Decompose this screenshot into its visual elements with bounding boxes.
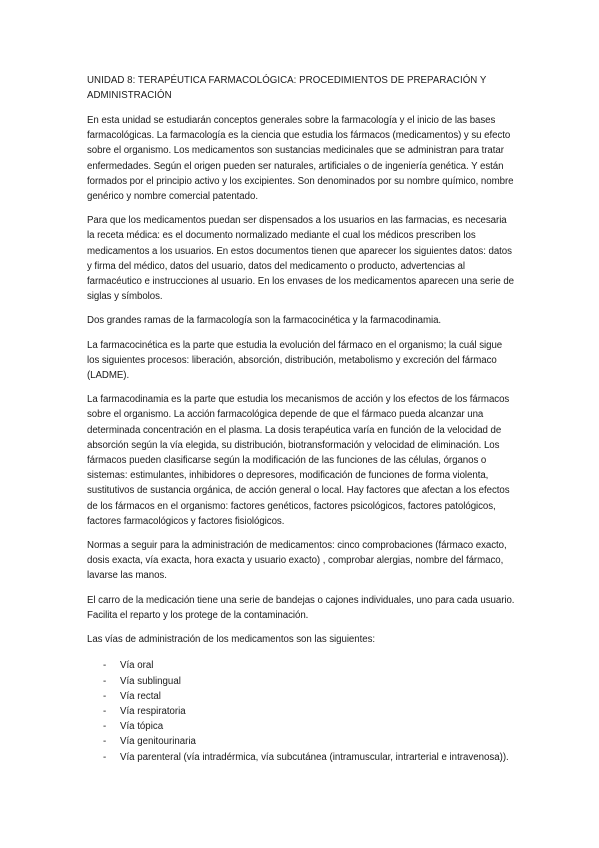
list-item [87, 704, 515, 719]
list-dash: - [103, 675, 107, 687]
list-dash: - [103, 736, 107, 748]
unit-heading: UNIDAD 8: TERAPÉUTICA FARMACOLÓGICA: PROCEDIMIENTOS DE PREPARACIÓN Y ADMINISTRACIÓN [87, 75, 487, 101]
list-dash: - [103, 721, 107, 733]
list-item [87, 674, 515, 689]
pharmacodynamics-paragraph: La farmacodinamia es la parte que estudia los mecanismos de acción y los efectos de los fármacos sobre el organismo. La acción farmacológica depende de que el fármaco pueda alcanzar una determinada concentración en el plasma. La dosis terapéutica varía en función de la velocidad de absorción según la vía elegida, su distribución, biotransformación y velocidad de eliminación. Los fármacos pueden clasificarse según la modificación de las funciones de las células, órganos o sistemas: estimulantes, inhibidores o depresores, modificación de funciones de forma violenta, sustitutivos de sustancia orgánica, de acción general o local. Hay factores que afectan a los efectos de los fármacos en el organismo: factores genéticos, factores psicológicos, factores patológicos, factores farmacológicos y factores fisiológicos. [87, 394, 510, 527]
medication-cart-paragraph: El carro de la medicación tiene una serie de bandejas o cajones individuales, uno para cada usuario. Facilita el reparto y los protege de la contaminación. [87, 594, 515, 621]
list-item [87, 689, 515, 704]
list-item-label: Vía respiratoria [120, 705, 186, 717]
list-item-label: Vía sublingual [120, 675, 181, 687]
routes-intro-paragraph: Las vías de administración de los medicamentos son las siguientes: [87, 634, 376, 646]
list-dash: - [103, 660, 107, 672]
routes-list-container [87, 658, 515, 764]
list-dash: - [103, 690, 107, 702]
intro-paragraph: En esta unidad se estudiarán conceptos generales sobre la farmacología y el inicio de las bases farmacológicas. La farmacología es la ciencia que estudia los fármacos (medicamentos) y su efecto sobre el organismo. Los medicamentos son sustancias medicinales que se administran para tratar enfermedades. Según el origen pueden ser naturales, artificiales o de ingeniería genética. Y están formados por el principio activo y los excipientes. Son denominados por su nombre químico, nombre genérico y nombre comercial patentado. [87, 115, 514, 203]
branches-paragraph: Dos grandes ramas de la farmacología son la farmacocinética y la farmacodinamia. [87, 315, 442, 327]
administration-rules-paragraph: Normas a seguir para la administración de medicamentos: cinco comprobaciones (fármaco exacto, dosis exacta, vía exacta, hora exacta y usuario exacto) , comprobar alergias, nombre del fármaco, lavarse las manos. [87, 540, 507, 582]
list-dash: - [103, 751, 107, 763]
routes-list [87, 658, 515, 764]
list-item [87, 734, 515, 749]
list-item [87, 658, 515, 673]
pharmacokinetics-paragraph: La farmacocinética es la parte que estudia la evolución del fármaco en el organismo; la cuál sigue los siguientes procesos: liberación, absorción, distribución, metabolismo y excreción del fármaco (LADME). [87, 339, 503, 382]
list-item-label: Vía rectal [120, 690, 161, 702]
list-item [87, 719, 515, 734]
list-item-label: Vía oral [120, 660, 154, 672]
list-item-label: Vía genitourinaria [120, 736, 196, 748]
list-item-label: Vía tópica [120, 721, 164, 733]
list-item-label: Vía parenteral (vía intradérmica, vía subcutánea (intramuscular, intrarterial e intravenosa)). [120, 751, 509, 763]
list-dash: - [103, 705, 107, 717]
prescription-paragraph: Para que los medicamentos puedan ser dispensados a los usuarios en las farmacias, es necesaria la receta médica: es el documento normalizado mediante el cual los médicos prescriben los medicamentos a los usuarios. En estos documentos tienen que aparecer los siguientes datos: datos y firma del médico, datos del usuario, datos del medicamento o producto, advertencias al farmacéutico e instrucciones al usuario. En los envases de los medicamentos aparecen una serie de siglas y símbolos. [87, 215, 515, 303]
list-item [87, 750, 515, 765]
